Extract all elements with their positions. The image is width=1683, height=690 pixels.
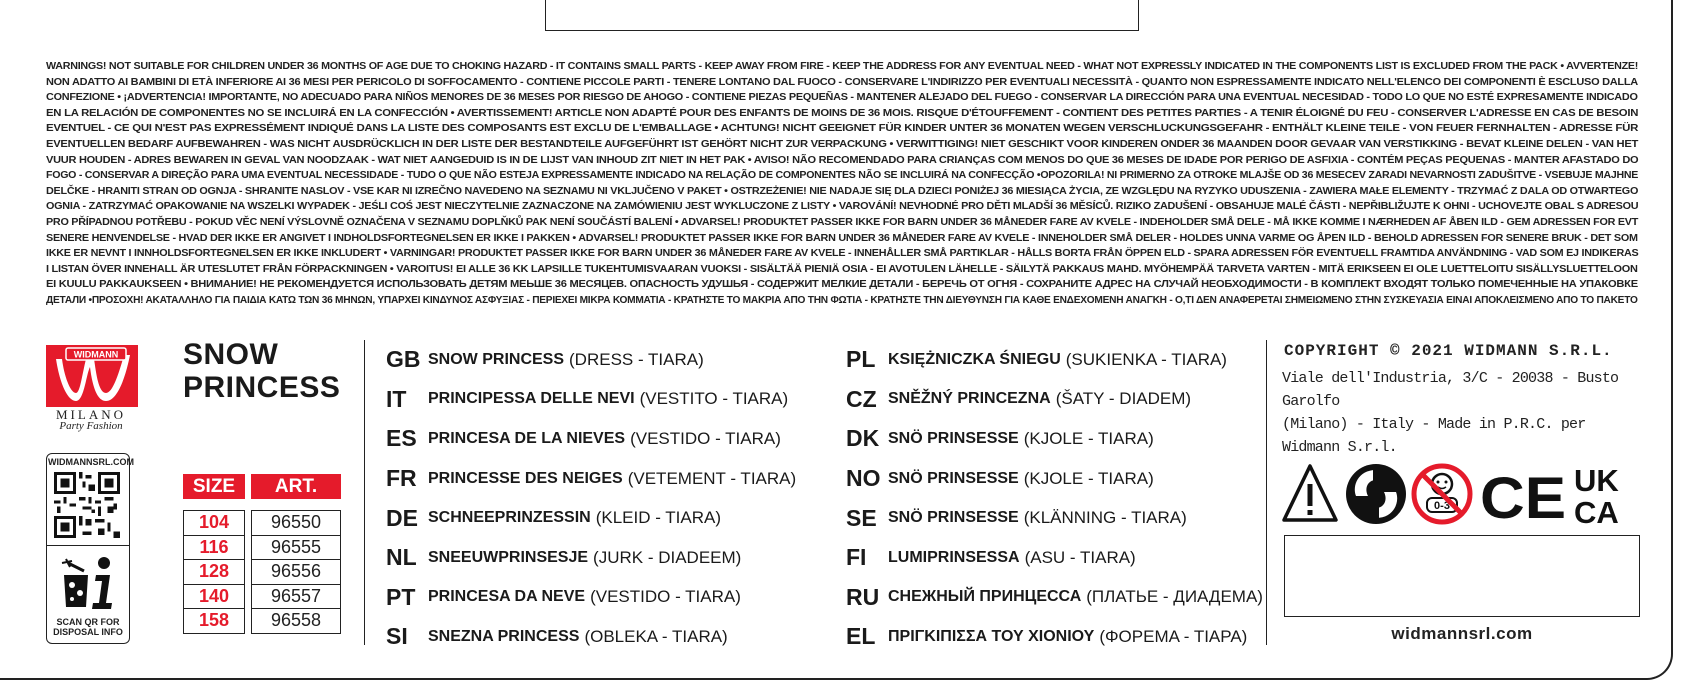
lang-code: ES (386, 425, 417, 452)
lang-detail: (KJOLE - TIARA) (1023, 428, 1154, 448)
language-row (846, 380, 1263, 420)
scan-qr-text: SCAN QR FOR DISPOSAL INFO (53, 617, 123, 637)
size-column (183, 510, 245, 634)
article-cell: 96550 (252, 511, 340, 536)
lang-name: SNÖ PRINSESSE (888, 469, 1019, 487)
lang-code: SI (386, 623, 408, 650)
divider-right (1266, 340, 1267, 645)
size-cell: 116 (184, 536, 244, 561)
article-column (251, 510, 341, 634)
website-link[interactable]: widmannsrl.com (1391, 624, 1533, 643)
site-label: WIDMANNSRL.COM (48, 457, 134, 467)
lang-code: PT (386, 583, 416, 610)
lang-name: SNEEUWPRINSESJE (428, 548, 589, 566)
green-dot-recycle-icon (1346, 464, 1406, 524)
lang-name: ΠΡΙΓΚΙΠΙΣΣΑ ΤΟΥ ΧΙΟΝΙΟΥ (888, 627, 1095, 645)
divider-left (364, 340, 365, 645)
language-list-left (386, 340, 796, 657)
lang-name: SCHNEEPRINZESSIN (428, 509, 591, 527)
lang-code: SE (846, 504, 877, 531)
language-row (386, 459, 796, 499)
address-line2: (Milano) - Italy - Made in P.R.C. per Widmann S.r.l. (1282, 416, 1586, 456)
lang-name: SNĚŽNÝ PRINCEZNA (888, 390, 1051, 408)
size-header: SIZE (183, 474, 245, 499)
language-row (846, 617, 1263, 657)
language-row (386, 340, 796, 380)
lang-code: PL (846, 346, 876, 373)
lang-detail: (VETEMENT - TIARA) (627, 468, 797, 488)
lang-code: NO (846, 465, 881, 492)
warning-line: CONFEZIONE • ¡ADVERTENCIA! IMPORTANTE, NO ADECUADO PARA NIÑOS MENORES DE 36 MESES POR RIESGO DE AHOGO - CONTIENE PIEZAS PEQUEÑAS - MANTENER ALEJADO DEL FUEGO - CONSERVAR LA DIRECCIÓN PARA UNA EVENTUAL NECESIDAD - TODO LO QUE NO ESTÉ EXPRESAMENTE INDICADO (46, 92, 1638, 104)
company-address (1282, 367, 1638, 459)
language-row (846, 340, 1263, 380)
language-row (846, 578, 1263, 618)
lang-detail: (KLEID - TIARA) (595, 508, 722, 528)
warning-line: PRO PŘÍPADNOU POTŘEBU - POKUD VĚC NENÍ VÝSLOVNĚ OZNAČENA V SEZNAMU DOPLŇKŮ PAK NENÍ SOUČÁSTÍ BALENÍ • ADVARSEL! PRODUKTET PASSER IKKE FOR BARN UNDER 36 MÅNEDER FARE AV KVELE - INDEHOLDER SMÅ DELE - MÅ IKKE KOMME I NÆRHEDEN AF ÅBEN ILD - GEM ADRESSEN FOR EVT (46, 216, 1639, 228)
logo-city: MILANO (56, 407, 126, 422)
lang-code: DE (386, 504, 418, 531)
warning-line: IKKE ER NEVNT I INNHOLDSFORTEGNELSEN ER IKKE INKLUDERT • VARNINGAR! PRODUKTET PASSER IKKE FOR BARN UNDER 36 MÅNEDER FARE AV KVELE - INNEHÅLLER SMÅ PARTIKLAR - HÅLLS BORTA FRÅN ÖPPEN ELD - SPARA ADRESSEN FÖR EVENTUELL FRAMTIDA ANVÄNDNING - VAD SOM EJ INDIKERAS (46, 248, 1639, 260)
lang-detail: (ΦΟΡΕΜΑ - ΤΙΑΡΑ) (1099, 626, 1248, 646)
warnings-text (46, 59, 1638, 309)
lang-detail: (KLÄNNING - TIARA) (1023, 508, 1187, 528)
top-window-box (545, 0, 1139, 31)
logo-tagline: Party Fashion (59, 420, 123, 432)
lang-code: FI (846, 544, 867, 571)
warning-line: I LISTAN ÖVER INNEHALL ÄR UTESLUTET FRÅN FÖRPACKNINGEN • VAROITUS! EI ALLE 36 KK LAPSILLE TUKEHTUMISVAARAN VUOKSI - SISÄLTÄÄ PIENIÄ OSIA - EI AVOTULEN LÄHELLE - SÄILYTÄ PAKKAUS MAHD. MYÖHEMPÄÄ TARVETA VARTEN - MITÄ ERIKSEEN EI OLE LUETTELOITU SISÄLLYSLUETTELOON (46, 263, 1638, 275)
lang-detail: (KJOLE - TIARA) (1023, 468, 1154, 488)
language-row (386, 578, 796, 618)
article-cell: 96555 (252, 536, 340, 561)
lang-code: IT (386, 385, 407, 412)
lang-code: FR (386, 465, 417, 492)
lang-name: PRINCESA DA NEVE (428, 588, 586, 606)
lang-name: LUMIPRINSESSA (888, 548, 1020, 566)
language-row (386, 617, 796, 657)
product-title (183, 338, 340, 404)
age-mark-text: 0-3 (1434, 500, 1450, 512)
lang-detail: (VESTIDO - TIARA) (590, 587, 741, 607)
size-cell: 104 (184, 511, 244, 536)
logo-badge-text: WIDMANN (73, 349, 119, 360)
article-header: ART. (251, 474, 341, 499)
lang-detail: (VESTIDO - TIARA) (630, 428, 781, 448)
lang-name: SNEZNA PRINCESS (428, 627, 580, 645)
warning-line: ДЕТАЛИ •ΠΡΟΣΟΧΗ! ΑΚΑΤΑΛΛΗΛΟ ΓΙΑ ΠΑΙΔΙΑ ΚΑΤΩ ΤΩΝ 36 ΜΗΝΩΝ, ΥΠΑΡΧΕΙ ΚΙΝΔΥΝΟΣ ΑΣΦΥΞΙΑΣ - ΠΕΡΙΕΧΕΙ ΜΙΚΡΑ ΚΟΜΜΑΤΙΑ - ΚΡΑΤΗΣΤΕ ΤΟ ΜΑΚΡΙΑ ΑΠΟ ΤΗΝ ΦΩΤΙΑ - ΚΡΑΤΗΣΤΕ ΤΗΝ ΔΙΕΥΘΥΝΣΗ ΓΙΑ ΚΑΘΕ ΕΝΔΕΧΟΜΕΝΗ ΑΝΑΓΚΗ - Ο,ΤΙ ΔΕΝ ΑΝΑΦΕΡΕΤΑΙ ΣΗΜΕΙΩΜΕΝΟ ΣΤΗΝ ΣΥΣΚΕΥΑΣΙΑ ΕΙΝΑΙ ΑΠΟΚΛΕΙΣΜΕΝΟ ΑΠΟ ΤΟ ΠΑΚΕΤΟ (46, 294, 1638, 306)
language-row (846, 538, 1263, 578)
warning-line: EI KUULU PAKKAUKSEEN • ВНИМАНИЕ! НЕ РЕКОМЕНДУЕТСЯ ИСПОЛЬЗОВАТЬ ДЕТЯМ МЕЬШЕ 36 МЕСЯЦЕВ. ОПАСНОСТЬ УДУШЬЯ - СОДЕРЖИТ МЕЛКИЕ ДЕТАЛИ - БЕРЕЧЬ ОТ ОГНЯ - СОХРАНИТЕ АДРЕС НА СЛУЧАЙ НЕОБХОДИМОСТИ - В КОМПЛЕКТ ВХОДЯТ ТОЛЬКО ПОМЕЧЕННЫЕ НА УПАКОВКЕ (46, 279, 1638, 291)
lang-name: SNÖ PRINSESSE (888, 429, 1019, 447)
blank-label-box (1284, 535, 1640, 617)
warning-line: EVENTUELLEN BEDARF AUFBEWAHREN - WAS NICHT AUSDRÜCKLICH IN DER LISTE DER BESTANDTEILE AUFGEFÜHRT IST GEHÖRT NICHT ZUR VERPACKUNG • VERWITTIGING! NIET GESCHIKT VOOR KINDEREN ONDER 36 MAANDEN DOOR GEVAAR VAN VERSTIKKING - BEVAT KLEINE DELEN - VAN HET (46, 138, 1639, 150)
language-row (846, 459, 1263, 499)
disposal-info-icon (58, 553, 120, 615)
lang-code: DK (846, 425, 880, 452)
article-cell: 96558 (270, 610, 322, 630)
copyright-text: COPYRIGHT © 2021 WIDMANN S.R.L. (1284, 342, 1613, 360)
article-cell: 96556 (252, 560, 340, 585)
lang-name: PRINCIPESSA DELLE NEVI (428, 390, 635, 408)
ukca-mark-bottom: CA (1574, 495, 1619, 526)
lang-detail: (SUKIENKA - TIARA) (1065, 349, 1227, 369)
language-row (846, 419, 1263, 459)
language-row (846, 498, 1263, 538)
lang-name: PRINCESA DE LA NIEVES (428, 429, 626, 447)
warning-triangle-icon (1284, 466, 1336, 520)
language-row (386, 498, 796, 538)
warning-line: WARNINGS! NOT SUITABLE FOR CHILDREN UNDER 36 MONTHS OF AGE DUE TO CHOKING HAZARD - IT CONTAINS SMALL PARTS - KEEP AWAY FROM FIRE - KEEP THE ADDRESS FOR ANY EVENTUAL NEED - WHAT NOT EXPRESSLY INDICATED IN THE COMPONENTS LIST IS EXCLUDED FROM THE PACK • AVVERTENZE! (46, 61, 1639, 72)
warning-line: NON ADATTO AI BAMBINI DI ETÀ INFERIORE AI 36 MESI PER PERICOLO DI SOFFOCAMENTO - CONTIENE PICCOLE PARTI - TENERE LONTANO DAL FUOCO - CONSERVARE L'INDIRIZZO PER EVENTUALI NECESSITÀ - QUANTO NON ESPRESSAMENTE INDICATO NELL'ELENCO DEI COMPONENTI È ESCLUSO DALLA (46, 76, 1638, 88)
lang-code: NL (386, 544, 417, 571)
lang-code: CZ (846, 385, 877, 412)
lang-name: SNÖ PRINSESSE (888, 509, 1019, 527)
lang-code: GB (386, 346, 421, 373)
address-line1: Viale dell'Industria, 3/C - 20038 - Busto Garolfo (1282, 370, 1619, 410)
certification-icons (1282, 462, 1642, 526)
lang-name: SNOW PRINCESS (428, 350, 565, 368)
language-row (386, 380, 796, 420)
size-cell: 128 (184, 560, 244, 585)
size-cell: 140 (184, 585, 244, 610)
lang-detail: (VESTITO - TIARA) (639, 389, 789, 409)
lang-name: PRINCESSE DES NEIGES (428, 469, 623, 487)
lang-detail: (ŠATY - DIADEM) (1055, 389, 1192, 409)
warning-line: VUUR HOUDEN - ADRES BEWAREN IN GEVAL VAN NOODZAAK - WAT NIET AANGEDUID IS IN DE LIJST VAN INHOUD ZIT NIET IN HET PAK • AVISO! NÃO RECOMENDADO PARA CRIANÇAS COM MENOS DO QUE 36 MESES DE IDADE POR PERIGO DE ASFIXIA - CONTÉM PEÇAS PEQUENAS - MANTER AFASTADO DO (46, 154, 1639, 166)
language-row (386, 538, 796, 578)
size-cell: 158 (198, 610, 230, 630)
disposal-divider (46, 545, 129, 546)
lang-code: EL (846, 623, 876, 650)
warning-line: FOGO - CONSERVAR A DIREÇÃO PARA UMA EVENTUAL NECESSIDADE - TUDO O QUE NÃO ESTEJA EXPRESSAMENTE INDICADO NA RELAÇÃO DE COMPONENTES NÃO SE INCLUIRÁ NA CONFECÇÃO •OPOZORILA! NI PRIMERNO ZA OTROKE MLAJŠE OD 36 MESECEV ZARADI NEVARNOSTI ZADUŠITVE - VSEBUJE MAJHNE (46, 170, 1639, 182)
warning-line: EN LA RELACIÓN DE COMPONENTES NO SE INCLUIRÁ EN LA CONFECCIÓN • AVERTISSEMENT! ARTICLE NON ADAPTÉ POUR DES ENFANTS DE MOINS DE 36 MOIS. RISQUE D'ÉTOUFFEMENT - CONTIENT DES PETITES PARTIES - A TENIR ÉLOIGNÉ DU FEU - CONSERVER L'ADRESSE EN CAS DE BESOIN (46, 107, 1639, 119)
product-title-line1: SNOW (183, 338, 279, 371)
lang-detail: (JURK - DIADEEM) (593, 547, 742, 567)
lang-detail: (ПЛАТЬЕ - ДИАДЕМА) (1086, 587, 1263, 607)
article-cell: 96557 (252, 585, 340, 610)
warning-line: OGNIA - ZATRZYMAĆ OPAKOWANIE NA WSZELKI WYPADEK - JEŚLI COŚ JEST NIECZYTELNIE ZAZNACZONE NA ZAMÓWIENIU JEST WYKLUCZONE Z LISTY • VAROVÁNÍ! NEVHODNÉ PRO DĚTI MLADŠÍ 36 MĚSÍCŮ. RIZIKO ZADUŠENÍ - OBSAHUJE MALÉ ČÁSTI - NEPŘIBLIŽUJTE K OHNI - UCHOVEJTE OBAL S ADRESOU (46, 201, 1639, 213)
ce-mark: CE (1480, 466, 1566, 526)
lang-detail: (ASU - TIARA) (1024, 547, 1136, 567)
lang-detail: (OBLEKA - TIARA) (584, 626, 728, 646)
warning-line: EVENTUEL - CE QUI N'EST PAS EXPRESSÉMENT INDIQUÉ DANS LA LISTE DES COMPOSANTS EST EXCLU DE L'EMBALLAGE • ACHTUNG! NICHT GEEIGNET FÜR KINDER UNTER 36 MONATEN WEGEN VERSCHLUCKUNGSGEFAHR - ENTHÄLT KLEINE TEILE - VON FEUER FERNHALTEN - ADRESSE FÜR (46, 123, 1639, 135)
lang-detail: (DRESS - TIARA) (569, 349, 704, 369)
lang-name: СНЕЖНЫЙ ПРИНЦЕССА (888, 588, 1082, 606)
warning-line: DELČKE - HRANITI STRAN OD OGNJA - SHRANITE NASLOV - VSE KAR NI IZREČNO NAVEDENO NA SEZNAMU NI VKLJUČENO V PAKET • OSTRZEŻENIE! NIE NADAJE SIĘ DLA DZIECI PONIŻEJ 36 MIESIĄCA ŻYCIA, ZE WZGLĘDU NA RYZYKO UDUSZENIA - ZAWIERA MAŁE ELEMENTY - TRZYMAĆ Z DALA OD OTWARTEGO (46, 185, 1639, 197)
not-for-under-3-icon (1414, 466, 1470, 522)
lang-name: KSIĘŻNICZKA ŚNIEGU (888, 350, 1061, 368)
language-row (386, 419, 796, 459)
warning-line: SENERE HENVENDELSE - HVAD DER IKKE ER ANGIVET I INDHOLDSFORTEGNELSEN ER IKKE I PAKKEN • ADVARSEL! PRODUKTET PASSER IKKE FOR BARN UNDER 36 MÅNEDER FARE AV KVELE - INNEHOLDER SMÅ DELER - HOLDES UNNA VARME OG ÅPEN ILD - BEHOLD ADRESSEN FOR SENERE BRUK - DET SOM (46, 232, 1638, 244)
lang-code: RU (846, 583, 880, 610)
language-list-right (846, 340, 1263, 657)
product-title-line2: PRINCESS (183, 371, 341, 404)
qr-code[interactable] (54, 472, 120, 538)
ukca-mark-top: UK (1574, 463, 1619, 498)
